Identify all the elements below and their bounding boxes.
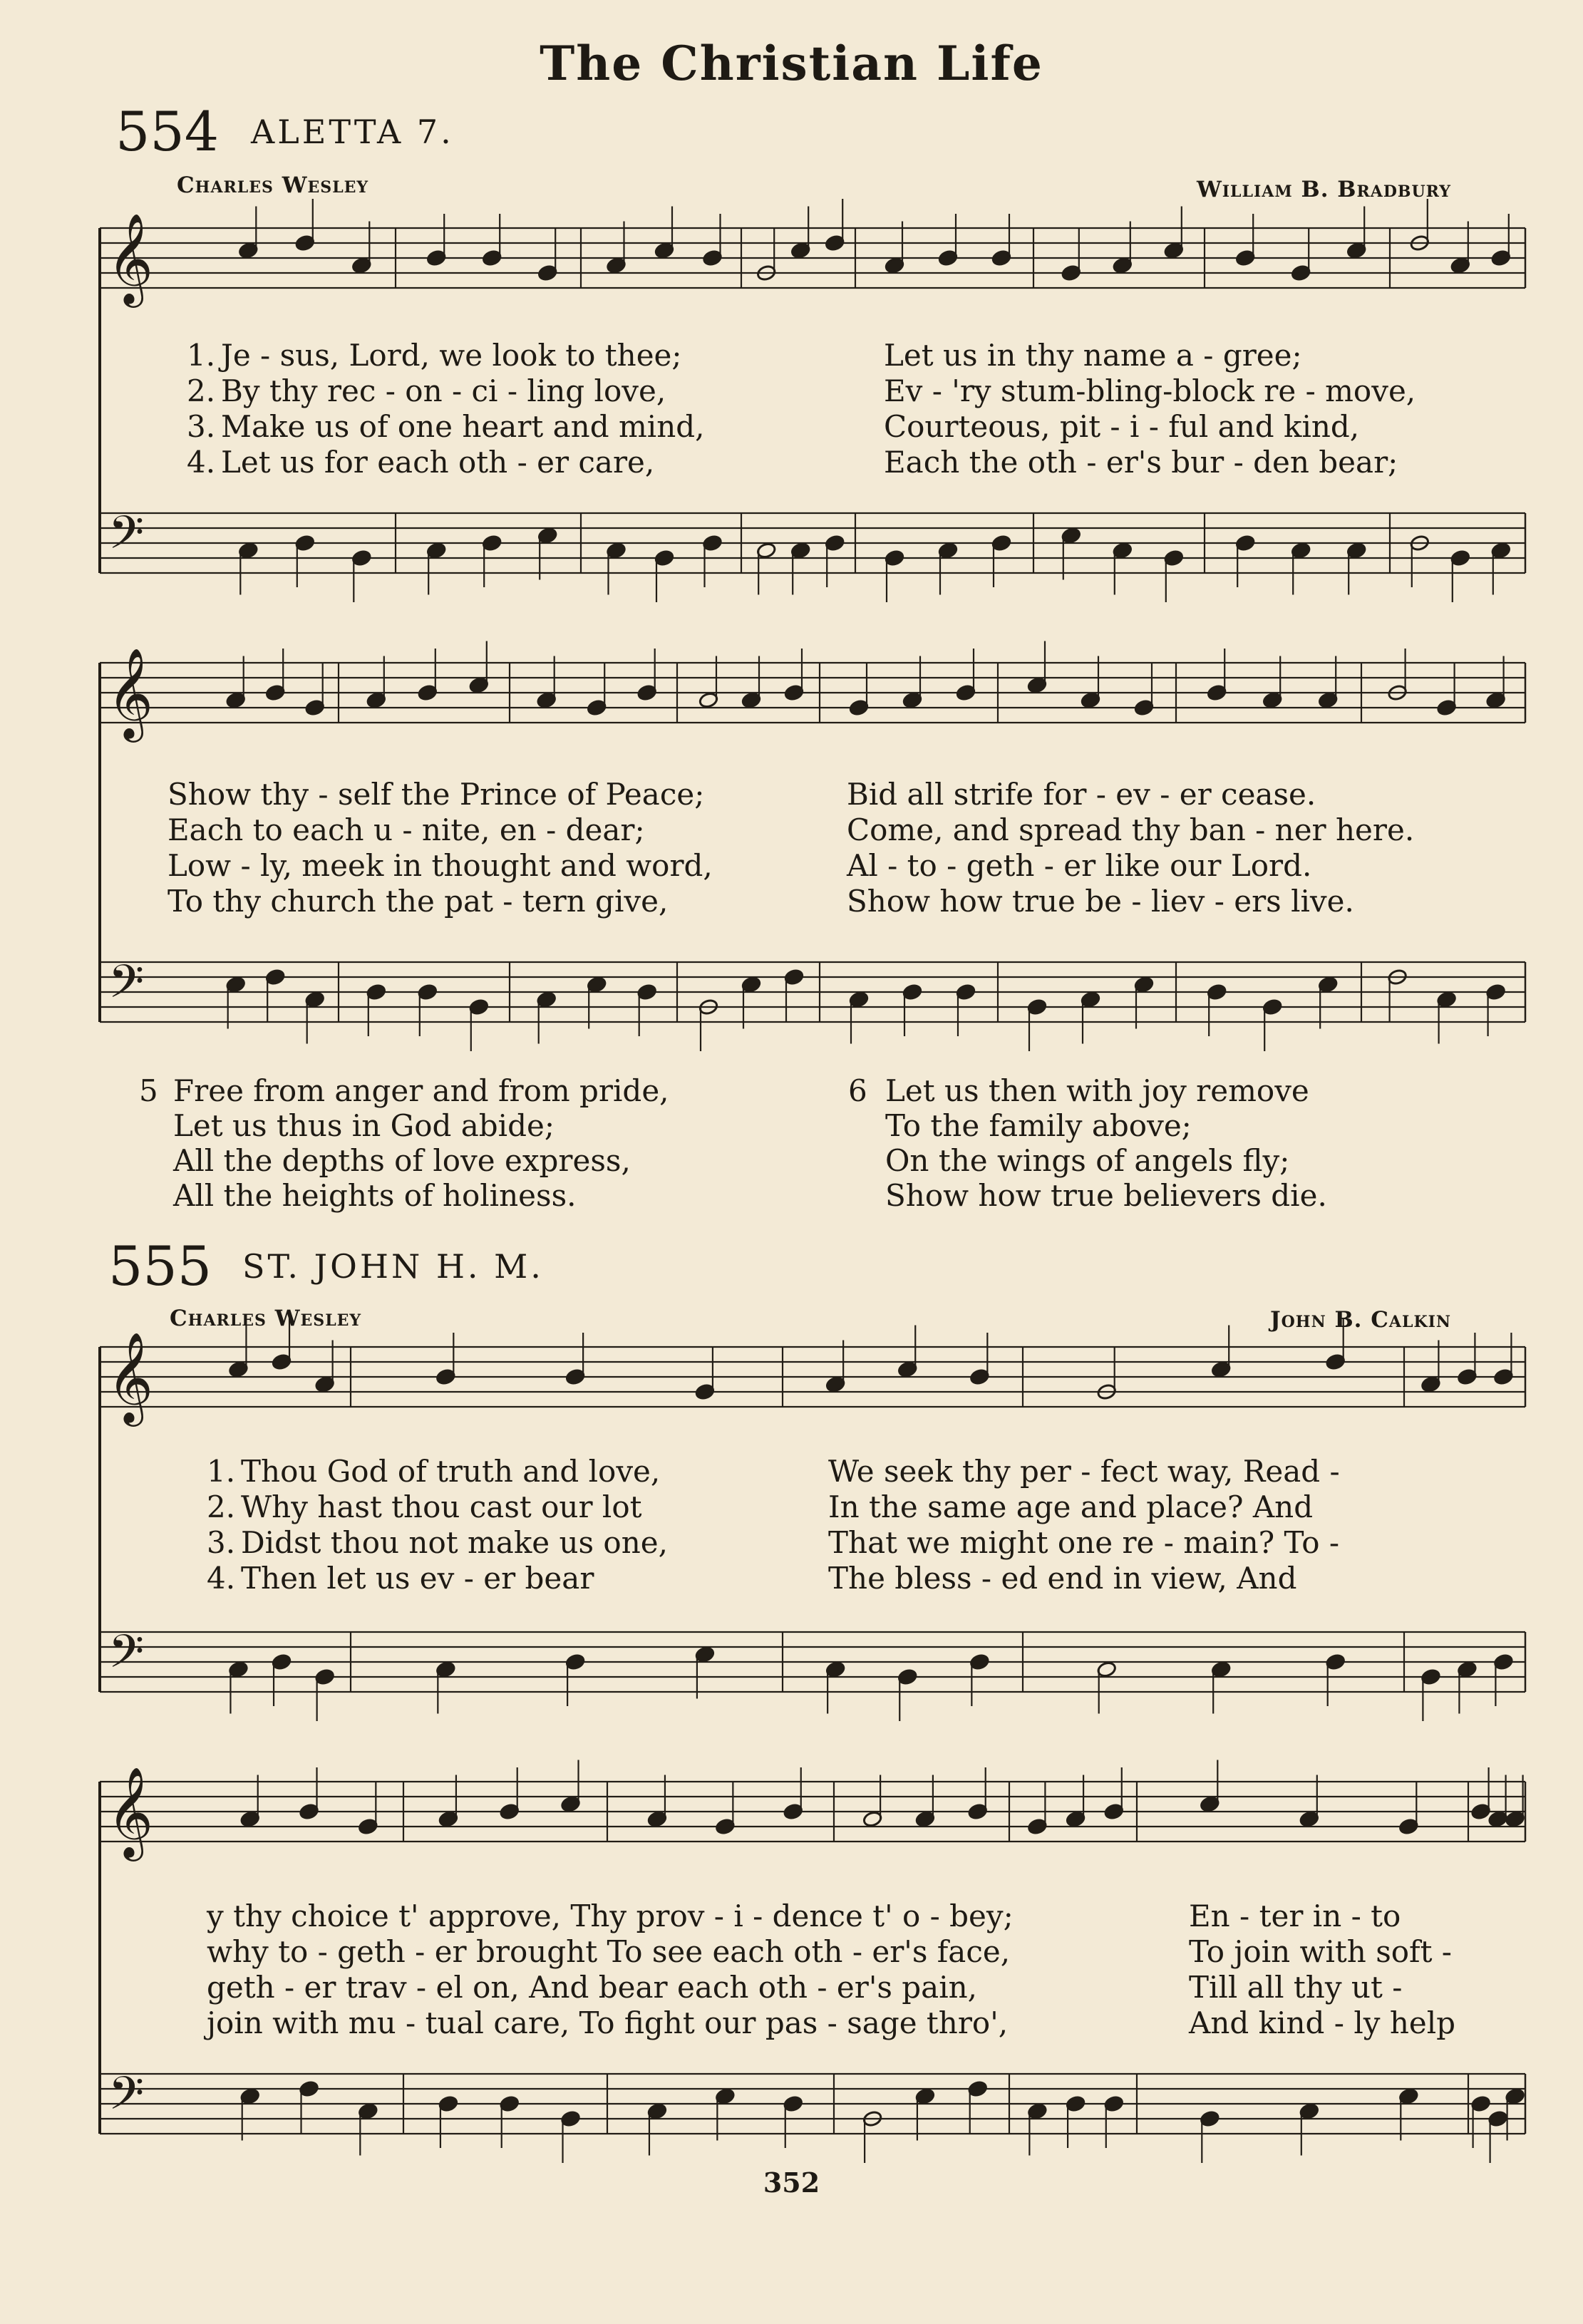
lyric-line: That we might one re - main? To - — [828, 1525, 1340, 1560]
staff-mark: 𝄢 — [108, 1626, 145, 1690]
lyric-line: why to - geth - er brought To see each oth - er's face, — [207, 1934, 1011, 1969]
lyric-line: 1. Je - sus, Lord, we look to thee; — [187, 338, 682, 373]
lyric-line: 2. By thy rec - on - ci - ling love, — [187, 373, 666, 408]
lyric-line: We seek thy per - fect way, Read - — [828, 1454, 1340, 1489]
composer-credit: William B. Bradbury — [1196, 177, 1451, 202]
hymn-number: 555 — [108, 1234, 212, 1298]
lyric-line: To thy church the pat - tern give, — [167, 884, 669, 919]
lyric-line: Come, and spread thy ban - ner here. — [847, 812, 1415, 847]
lyric-line: Show how true be - liev - ers live. — [847, 884, 1354, 919]
section-title: The Christian Life — [540, 36, 1043, 91]
page-number: 352 — [763, 2167, 820, 2199]
lyric-line: 3. Make us of one heart and mind, — [187, 409, 705, 444]
tune-name: ALETTA 7. — [251, 113, 454, 151]
staff-mark: 𝄞 — [107, 1331, 154, 1422]
lyric-line: Each the oth - er's bur - den bear; — [884, 445, 1398, 480]
lyric-line: y thy choice t' approve, Thy prov - i - dence t' o - bey; — [207, 1899, 1014, 1933]
staff-mark: 𝄞 — [107, 212, 154, 304]
stanza-5: 5 Free from anger and from pride, Let us thus in God abide; All the depths of love express, All the heights of holiness. — [139, 1073, 669, 1213]
lyric-line: Al - to - geth - er like our Lord. — [847, 848, 1312, 883]
lyric-line: Low - ly, meek in thought and word, — [167, 848, 713, 883]
lyric-line: Ev - 'ry stum-bling-block re - move, — [884, 373, 1416, 408]
lyric-line: The bless - ed end in view, And — [828, 1561, 1297, 1596]
lyric-line: geth - er trav - el on, And bear each oth - er's pain, — [207, 1970, 978, 2005]
lyric-line: Courteous, pit - i - ful and kind, — [884, 409, 1360, 444]
tune-name: ST. JOHN H. M. — [242, 1247, 544, 1286]
stanza-6: 6 Let us then with joy remove To the family above; On the wings of angels fly; Show how true believers die. — [848, 1073, 1327, 1213]
lyric-line: Bid all strife for - ev - er cease. — [847, 777, 1316, 812]
lyric-line: Till all thy ut - — [1189, 1970, 1403, 2005]
lyric-line: Each to each u - nite, en - dear; — [167, 812, 645, 847]
author-credit: Charles Wesley — [170, 1306, 362, 1331]
composer-credit: John B. Calkin — [1269, 1307, 1451, 1333]
author-credit: Charles Wesley — [177, 172, 369, 198]
staff-mark: 𝄞 — [107, 1766, 154, 1857]
lyric-line: 2. Why hast thou cast our lot — [207, 1489, 642, 1524]
lyric-line: join with mu - tual care, To fight our pas - sage thro', — [207, 2005, 1009, 2040]
lyric-line: Show thy - self the Prince of Peace; — [167, 777, 705, 812]
lyric-line: 1. Thou God of truth and love, — [207, 1454, 661, 1489]
lyric-line: 4. Then let us ev - er bear — [207, 1561, 594, 1596]
lyric-line: 3. Didst thou not make us one, — [207, 1525, 668, 1560]
lyric-line: En - ter in - to — [1189, 1899, 1401, 1933]
lyric-line: 4. Let us for each oth - er care, — [187, 445, 655, 480]
lyric-line: To join with soft - — [1189, 1934, 1452, 1969]
lyric-line: Let us in thy name a - gree; — [884, 338, 1302, 373]
lyric-line: And kind - ly help — [1189, 2005, 1456, 2040]
hymn-number: 554 — [115, 100, 220, 163]
staff-mark: 𝄞 — [107, 647, 154, 738]
staff-mark: 𝄢 — [108, 956, 145, 1020]
staff-mark: 𝄢 — [108, 2067, 145, 2132]
lyric-line: In the same age and place? And — [828, 1489, 1314, 1524]
staff-mark: 𝄢 — [108, 507, 145, 571]
